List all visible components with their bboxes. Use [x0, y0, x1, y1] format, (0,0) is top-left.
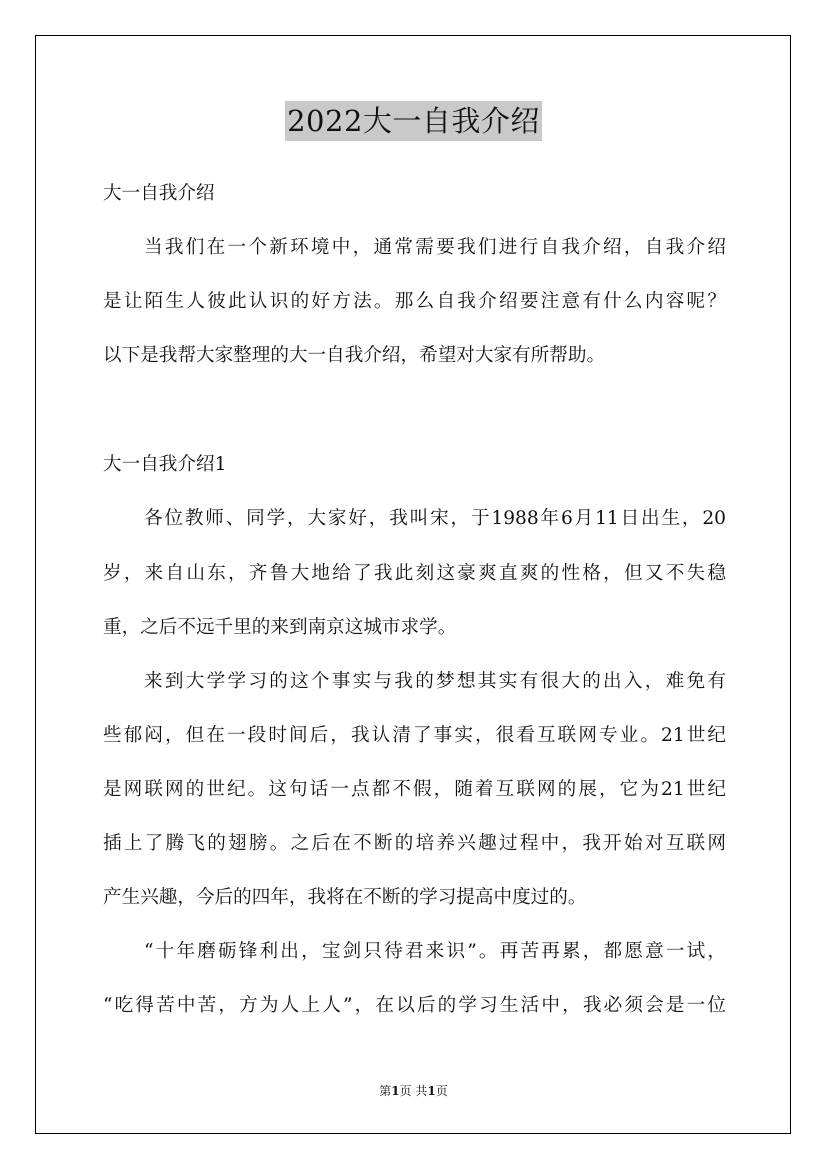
intro-line: 当我们在一个新环境中，通常需要我们进行自我介绍，自我介绍 — [144, 237, 726, 258]
para3-line: “吃得苦中苦，方为人上人”，在以后的学习生活中，我必须会是一位 — [103, 995, 726, 1016]
footer-page-number: 1 — [391, 1084, 400, 1098]
para1-line: 重，之后不远千里的来到南京这城市求学。 — [103, 617, 457, 638]
footer-mid: 页 共 — [399, 1084, 428, 1098]
para2-line: 来到大学学习的这个事实与我的梦想其实有很大的出入，难免有 — [144, 671, 726, 692]
intro-line: 是让陌生人彼此认识的好方法。那么自我介绍要注意有什么内容呢？ — [103, 291, 726, 312]
para3-line: “十年磨砺锋利出，宝剑只待君来识”。再苦再累，都愿意一试， — [144, 941, 726, 962]
section1-heading: 大一自我介绍1 — [103, 454, 227, 475]
title-container — [0, 101, 827, 141]
para2-line: 些郁闷，但在一段时间后，我认清了事实，很看互联网专业。21世纪 — [103, 725, 726, 746]
intro-heading: 大一自我介绍 — [103, 183, 215, 204]
footer-page-total: 1 — [427, 1084, 436, 1098]
para2-line: 是网联网的世纪。这句话一点都不假，随着互联网的展，它为21世纪 — [103, 779, 726, 800]
document-title: 2022大一自我介绍 — [285, 101, 542, 141]
para2-line: 插上了腾飞的翅膀。之后在不断的培养兴趣过程中，我开始对互联网 — [103, 833, 726, 854]
intro-line: 以下是我帮大家整理的大一自我介绍，希望对大家有所帮助。 — [103, 345, 606, 366]
page-footer — [0, 1083, 827, 1099]
footer-prefix: 第 — [379, 1084, 392, 1098]
footer-suffix: 页 — [435, 1084, 448, 1098]
para1-line: 岁，来自山东，齐鲁大地给了我此刻这豪爽直爽的性格，但又不失稳 — [103, 563, 726, 584]
para2-line: 产生兴趣，今后的四年，我将在不断的学习提高中度过的。 — [103, 887, 587, 908]
para1-line: 各位教师、同学，大家好，我叫宋，于1988年6月11日出生，20 — [144, 508, 726, 529]
